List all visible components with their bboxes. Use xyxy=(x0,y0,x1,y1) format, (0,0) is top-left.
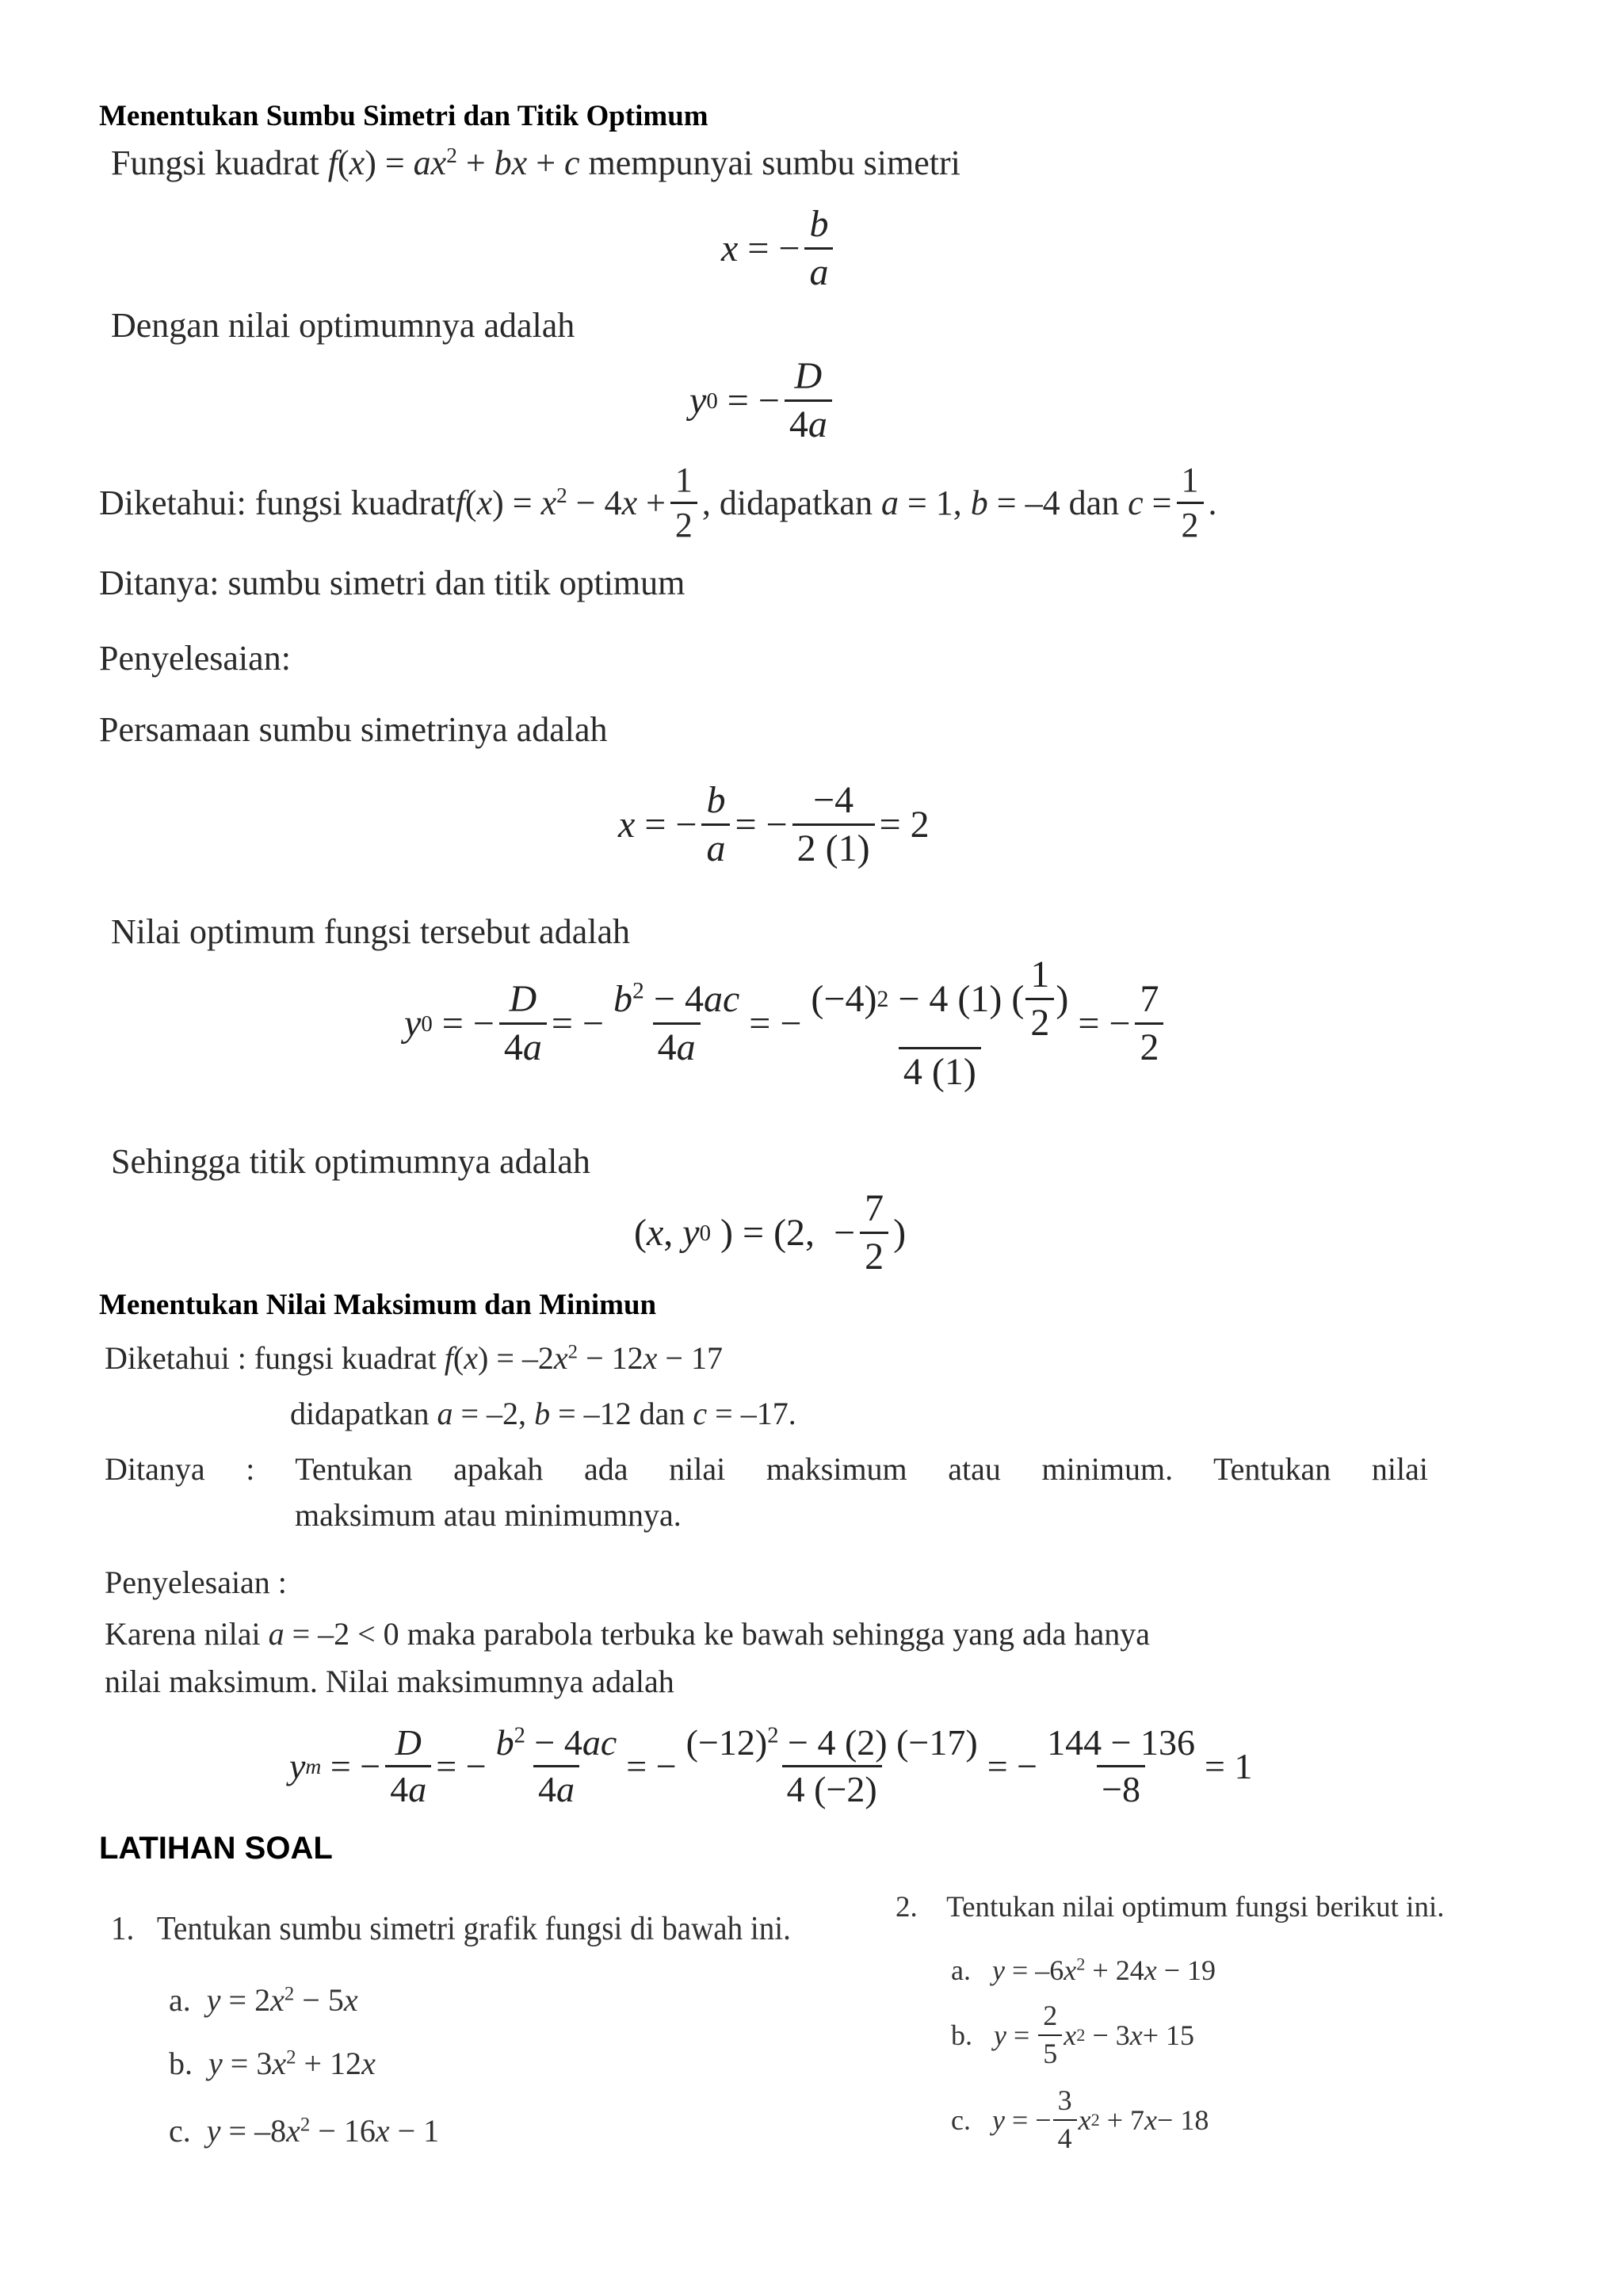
optimum-formula: y 0 = − $\frac{D}{4a}$ xyxy=(689,357,837,445)
q1a xyxy=(169,1981,358,2019)
given-line: Diketahui: fungsi kuadrat $f(x) = x^2 - 4x$ + $\frac{1}{2}$ , didapatkan a = 1, b = –4 dan c = $\frac{1}{2}$ . xyxy=(99,460,1217,545)
given2-coefficients xyxy=(290,1395,796,1432)
asked2-line2: maksimum atau minimumnya. xyxy=(295,1497,682,1533)
intro-line xyxy=(111,143,960,183)
section1-heading: Menentukan Sumbu Simetri dan Titik Optimum xyxy=(99,100,708,132)
q2a xyxy=(951,1954,1216,1987)
q1c-expression: $y = -8x^2 - 16x - 1$ xyxy=(206,2113,440,2149)
q2b-label: b. xyxy=(951,2019,972,2051)
q1c xyxy=(169,2112,439,2149)
asked2-line1: Ditanya : Tentukan apakah ada nilai maksimum atau minimum. Tentukan nilai xyxy=(105,1451,1428,1487)
given2-prefix: Diketahui : fungsi kuadrat xyxy=(105,1340,445,1376)
q1-label: 1. xyxy=(111,1911,135,1947)
optimum-point: ( x , y 0 ) = (2, − $\frac{7}{2}$ ) xyxy=(634,1187,907,1278)
q2-line xyxy=(896,1890,1444,1924)
q2-label: 2. xyxy=(896,1891,918,1924)
exercise-heading: LATIHAN SOAL xyxy=(99,1831,333,1866)
optimum-calculation: y 0 = − $\frac{D}{4a}$ = − $\frac{b^2 - 4ac}{4a}$ = − (−4) 2 − 4 (1) ( $\frac{1}{2}$ ) 4 (1) = − $\frac{7}{2}$ xyxy=(404,955,1168,1092)
axis-formula: x = − $\frac{b}{a}$ xyxy=(721,204,838,293)
given-tail: . xyxy=(1208,483,1217,523)
reason-line1 xyxy=(105,1615,1150,1652)
given-function: $f(x) = x^2 - 4x$ + xyxy=(455,483,666,523)
q2-text: Tentukan nilai optimum fungsi berikut ini. xyxy=(946,1891,1445,1924)
axis-text: Persamaan sumbu simetrinya adalah xyxy=(99,710,608,749)
q1b-expression: $y = 3x^2 + 12x$ xyxy=(208,2046,376,2081)
got-values: a = –2, b = –12 dan c = –17. xyxy=(437,1396,796,1431)
q1b xyxy=(169,2045,376,2082)
solution-label: Penyelesaian: xyxy=(99,639,291,678)
given-prefix: Diketahui: fungsi kuadrat xyxy=(99,483,456,523)
given2-line xyxy=(105,1339,723,1377)
given2-function: $f(x) = -2x^2 - 12x - 17$ xyxy=(444,1340,723,1376)
reason-condition: a = –2 < 0 xyxy=(268,1616,399,1652)
q1-line xyxy=(111,1910,791,1948)
optimum-text: Nilai optimum fungsi tersebut adalah xyxy=(111,912,630,951)
optimum-intro: Dengan nilai optimumnya adalah xyxy=(111,306,575,345)
general-function: $f(x) = ax^2$ + bx + c xyxy=(327,143,580,182)
asked-line: Ditanya: sumbu simetri dan titik optimum xyxy=(99,563,685,602)
section2-heading: Menentukan Nilai Maksimum dan Minimun xyxy=(99,1289,657,1321)
q1a-expression: $y = 2x^2 - 5x$ xyxy=(206,1982,358,2018)
q1c-label: c. xyxy=(169,2113,191,2149)
given-mid: , didapatkan xyxy=(701,483,873,523)
q1b-label: b. xyxy=(169,2046,193,2081)
reason-b: maka parabola terbuka ke bawah sehingga yang ada hanya xyxy=(399,1616,1151,1652)
q2c-label: c. xyxy=(951,2103,971,2136)
point-text: Sehingga titik optimumnya adalah xyxy=(111,1142,590,1181)
maximum-calculation: y m = − $\frac{D}{4a}$ = − $\frac{b^2 - 4ac}{4a}$ = − $\frac{(-12)^2 - 4 (2) (-17)}{4 (-2)}$ = − $\frac{144 - 136}{-8}$ = 1 xyxy=(289,1722,1253,1810)
q1-text: Tentukan sumbu simetri grafik fungsi di bawah ini. xyxy=(156,1911,791,1947)
intro-text-b: mempunyai sumbu simetri xyxy=(579,143,960,182)
q2c-expression: y = − $\frac{3}{4}$ x 2 + 7 x − 18 xyxy=(991,2084,1209,2154)
solution2-label: Penyelesaian : xyxy=(105,1564,287,1600)
q2a-expression: $y = -6x^2 + 24x - 19$ xyxy=(991,1954,1216,1986)
q2c xyxy=(951,2086,1209,2154)
intro-text-a: Fungsi kuadrat xyxy=(111,143,328,182)
q2b-expression: y = $\frac{2}{5}$ x 2 − 3 x + 15 xyxy=(994,2000,1195,2069)
q2b xyxy=(951,2001,1194,2069)
q1a-label: a. xyxy=(169,1982,191,2018)
got-prefix: didapatkan xyxy=(290,1396,437,1431)
given-coefficients: a = 1, b = –4 dan c = xyxy=(880,483,1172,523)
q2a-label: a. xyxy=(951,1954,971,1986)
reason-line2: nilai maksimum. Nilai maksimumnya adalah xyxy=(105,1664,674,1699)
reason-a: Karena nilai xyxy=(105,1616,269,1652)
axis-calculation: x = − $\frac{b}{a}$ = − $\frac{-4}{2 (1)}$ = 2 xyxy=(618,779,930,870)
